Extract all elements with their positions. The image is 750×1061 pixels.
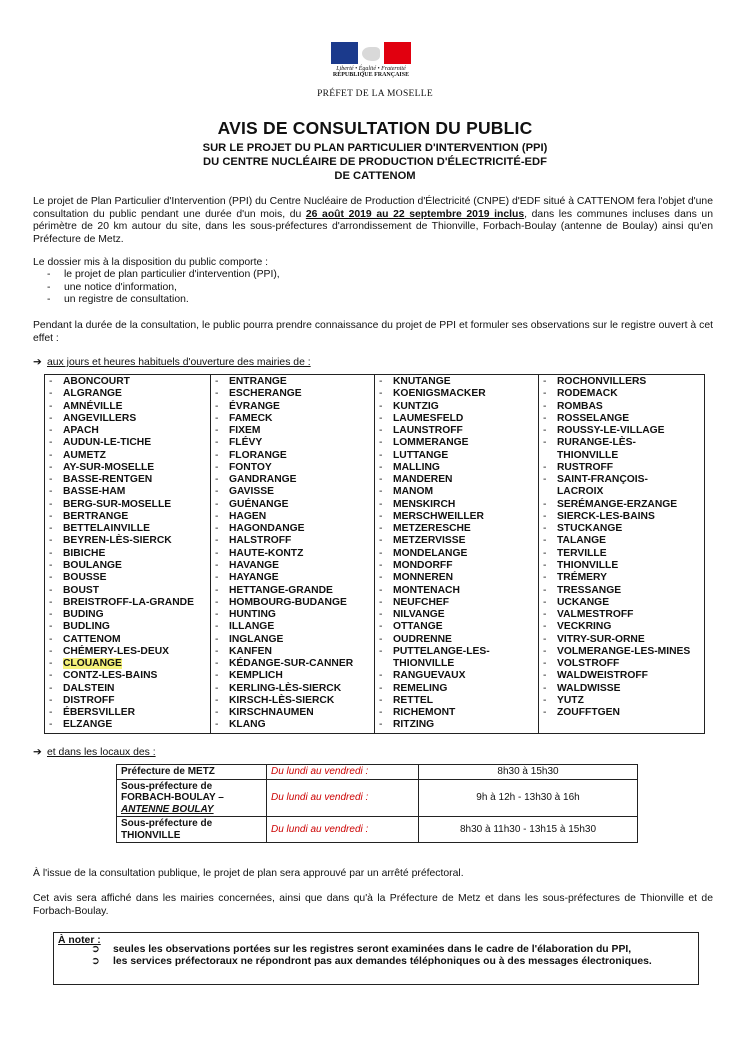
commune-item: - KÉDANGE-SUR-CANNER [211,658,374,670]
commune-item: - MALLING [375,462,538,474]
commune-item: - MONNEREN [375,572,538,584]
dossier-item: - le projet de plan particulier d'intervention (PPI), [47,269,280,280]
office-name: Préfecture de METZ [117,765,267,780]
commune-item: - BASSE-HAM [45,486,210,498]
commune-item: - ALGRANGE [45,388,210,400]
commune-item: - KLANG [211,719,374,731]
note-item: ➲ seules les observations portées sur les registres seront examinées dans le cadre de l'élaboration du PPI, [91,944,632,955]
commune-item: - NILVANGE [375,609,538,621]
commune-item: - MONTENACH [375,585,538,597]
commune-item: - RODEMACK [539,388,704,400]
commune-item: - KOENIGSMACKER [375,388,538,400]
commune-item: - FONTOY [211,462,374,474]
commune-item: - TALANGE [539,535,704,547]
arrow-right-icon: ➔ [33,357,42,368]
commune-item: - BEYREN-LÈS-SIERCK [45,535,210,547]
commune-item: - AUMETZ [45,450,210,462]
office-hours: 8h30 à 15h30 [419,765,638,780]
commune-item: - TRESSANGE [539,585,704,597]
commune-item: - THIONVILLE [539,560,704,572]
commune-item: - HAGONDANGE [211,523,374,535]
office-row [117,817,638,843]
commune-item: - ABONCOURT [45,376,210,388]
intro-paragraph [33,196,713,246]
commune-item: - AMNÉVILLE [45,401,210,413]
office-days: Du lundi au vendredi : [267,765,419,780]
prefet-label: PRÉFET DE LA MOSELLE [317,89,433,99]
office-name: Sous-préfecture de THIONVILLE [117,817,267,843]
arrow-right-icon: ➔ [33,747,42,758]
commune-item: - ZOUFFTGEN [539,707,704,719]
commune-item: - WALDWEISTROFF [539,670,704,682]
communes-table [44,374,705,734]
commune-item: - GANDRANGE [211,474,374,486]
commune-item: - BOULANGE [45,560,210,572]
commune-item: - REMELING [375,683,538,695]
consultation-paragraph: Pendant la durée de la consultation, le public pourra prendre connaissance du projet de PPI et formuler ses observations sur le registre ouvert à cet effet : [33,320,713,344]
page-title: AVIS DE CONSULTATION DU PUBLIC [217,118,533,138]
commune-item: - CHÉMERY-LES-DEUX [45,646,210,658]
commune-item: - HOMBOURG-BUDANGE [211,597,374,609]
commune-item: - SERÉMANGE-ERZANGE [539,499,704,511]
commune-item: - CONTZ-LES-BAINS [45,670,210,682]
commune-item: - HAGEN [211,511,374,523]
office-days: Du lundi au vendredi : [267,779,419,817]
subtitle-line-3: DE CATTENOM [334,170,416,182]
commune-item: - BOUSSE [45,572,210,584]
commune-item: - KANFEN [211,646,374,658]
communes-column [539,375,704,733]
commune-item: - PUTTELANGE-LES- [375,646,538,658]
commune-item: - METZERVISSE [375,535,538,547]
commune-item: - FLÉVY [211,437,374,449]
subtitle-line-1: SUR LE PROJET DU PLAN PARTICULIER D'INTERVENTION (PPI) [202,142,548,154]
dossier-item: - une notice d'information, [47,282,177,293]
commune-item: - RANGUEVAUX [375,670,538,682]
communes-column [211,375,375,733]
commune-item: - LOMMERANGE [375,437,538,449]
commune-item: - HAYANGE [211,572,374,584]
commune-item: - VECKRING [539,621,704,633]
commune-item: - MANOM [375,486,538,498]
commune-item: - BERG-SUR-MOSELLE [45,499,210,511]
commune-item: - HETTANGE-GRANDE [211,585,374,597]
commune-item: - ÉVRANGE [211,401,374,413]
commune-item: - SAINT-FRANÇOIS- [539,474,704,486]
commune-item: - OUDRENNE [375,634,538,646]
commune-item: - VOLMERANGE-LES-MINES [539,646,704,658]
commune-item: - MONDORFF [375,560,538,572]
commune-item: - ANGEVILLERS [45,413,210,425]
commune-item: - AY-SUR-MOSELLE [45,462,210,474]
commune-item: - KIRSCH-LÈS-SIERCK [211,695,374,707]
dossier-intro: Le dossier mis à la disposition du public comporte : [33,257,269,268]
approval-paragraph: À l'issue de la consultation publique, le projet de plan sera approuvé par un arrêté préfectoral. [33,868,464,879]
commune-item: - ROSSELANGE [539,413,704,425]
commune-item: - CLOUANGE [45,658,210,670]
commune-item: - KERLING-LÈS-SIERCK [211,683,374,695]
commune-item: - BREISTROFF-LA-GRANDE [45,597,210,609]
commune-item: - INGLANGE [211,634,374,646]
commune-item: - TRÉMERY [539,572,704,584]
commune-item: - HAVANGE [211,560,374,572]
commune-item: - ROMBAS [539,401,704,413]
commune-item: - ROUSSY-LE-VILLAGE [539,425,704,437]
communes-column [375,375,539,733]
commune-item: - KIRSCHNAUMEN [211,707,374,719]
commune-item: - ROCHONVILLERS [539,376,704,388]
commune-item: - RITZING [375,719,538,731]
commune-item: - DALSTEIN [45,683,210,695]
commune-item: - MERSCHWEILLER [375,511,538,523]
motto: Liberté • Égalité • Fraternité [336,66,406,72]
commune-item: - BERTRANGE [45,511,210,523]
commune-item: - HALSTROFF [211,535,374,547]
commune-item: - TERVILLE [539,548,704,560]
commune-item: - VITRY-SUR-ORNE [539,634,704,646]
commune-item: - METZERESCHE [375,523,538,535]
hand-pointer-icon: ➲ [91,944,100,955]
commune-item: - BUDLING [45,621,210,633]
commune-item: - MENSKIRCH [375,499,538,511]
office-row [117,779,638,817]
flag-icon [331,42,411,64]
commune-item: - ÉBERSVILLER [45,707,210,719]
commune-item: - YUTZ [539,695,704,707]
commune-item: - ILLANGE [211,621,374,633]
commune-item: - LAUMESFELD [375,413,538,425]
commune-item: - LUTTANGE [375,450,538,462]
commune-item: - GUÉNANGE [211,499,374,511]
republic-label: RÉPUBLIQUE FRANÇAISE [332,72,410,78]
commune-item: - RURANGE-LÈS- [539,437,704,449]
office-hours: 8h30 à 11h30 - 13h15 à 15h30 [419,817,638,843]
dossier-item: - un registre de consultation. [47,294,189,305]
commune-item: - KUNTZIG [375,401,538,413]
commune-item: - AUDUN-LE-TICHE [45,437,210,449]
subtitle-line-2: DU CENTRE NUCLÉAIRE DE PRODUCTION D'ÉLECTRICITÉ-EDF [203,156,547,168]
commune-item: - KNUTANGE [375,376,538,388]
commune-item: - FIXEM [211,425,374,437]
commune-item: LACROIX [557,486,604,498]
office-name: Sous-préfecture de FORBACH-BOULAY – ANTENNE BOULAY [117,779,267,817]
commune-item: - MONDELANGE [375,548,538,560]
communes-column [45,375,211,733]
commune-item: - STUCKANGE [539,523,704,535]
commune-item: - LAUNSTROFF [375,425,538,437]
mairies-label: ➔ aux jours et heures habituels d'ouverture des mairies de : [33,357,311,368]
commune-item: THIONVILLE [557,449,619,461]
commune-item: - BETTELAINVILLE [45,523,210,535]
note-item: ➲ les services préfectoraux ne répondront pas aux demandes téléphoniques ou à des messages électroniques. [91,956,652,967]
commune-item: - CATTENOM [45,634,210,646]
commune-item: - FLORANGE [211,450,374,462]
commune-item: - BOUST [45,585,210,597]
commune-item: - ESCHERANGE [211,388,374,400]
commune-item: - KEMPLICH [211,670,374,682]
commune-item: - BUDING [45,609,210,621]
commune-item: THIONVILLE [393,658,455,670]
commune-item: - ENTRANGE [211,376,374,388]
commune-item: - APACH [45,425,210,437]
commune-item: - UCKANGE [539,597,704,609]
commune-item: - DISTROFF [45,695,210,707]
commune-item: - SIERCK-LES-BAINS [539,511,704,523]
note-title: À noter : [58,935,101,946]
commune-item: - MANDEREN [375,474,538,486]
note-box [53,932,699,985]
office-row [117,765,638,780]
hand-pointer-icon: ➲ [91,956,100,967]
commune-item: - BIBICHE [45,548,210,560]
commune-item: - HAUTE-KONTZ [211,548,374,560]
commune-item: - GAVISSE [211,486,374,498]
commune-item: - OTTANGE [375,621,538,633]
commune-item: - FAMECK [211,413,374,425]
commune-item: - WALDWISSE [539,683,704,695]
commune-item: - RICHEMONT [375,707,538,719]
intro-text-start: Le projet de Plan Particulier d'Intervention (PPI) du Centre Nucléaire de Production d'Électricité (CNPE) d'EDF situé à CATTENOM fera l'objet d'une consultation du public pendant une durée d'un mois, du [33,196,713,220]
locaux-label: ➔ et dans les locaux des : [33,747,156,758]
office-days: Du lundi au vendredi : [267,817,419,843]
display-paragraph: Cet avis sera affiché dans les mairies concernées, ainsi que dans qu'à la Préfecture de Metz et dans les sous-préfectures de Thionville et de Forbach-Boulay. [33,893,713,917]
offices-table [116,764,638,843]
commune-item: - VOLSTROFF [539,658,704,670]
commune-item: - ELZANGE [45,719,210,731]
commune-item: - HUNTING [211,609,374,621]
commune-item: - RUSTROFF [539,462,704,474]
commune-item: - RETTEL [375,695,538,707]
commune-item: - NEUFCHEF [375,597,538,609]
commune-item: - VALMESTROFF [539,609,704,621]
intro-text-end: , dans les communes incluses dans un périmètre de 20 km autour du site, dans les sous-préfectures d'arrondissement de Thionville, Forbach-Boulay (antenne de Boulay) ainsi qu'en Préfecture de Metz. [33,208,713,245]
commune-item: - BASSE-RENTGEN [45,474,210,486]
office-hours: 9h à 12h - 13h30 à 16h [419,779,638,817]
consultation-dates: 26 août 2019 au 22 septembre 2019 inclus [305,208,525,220]
